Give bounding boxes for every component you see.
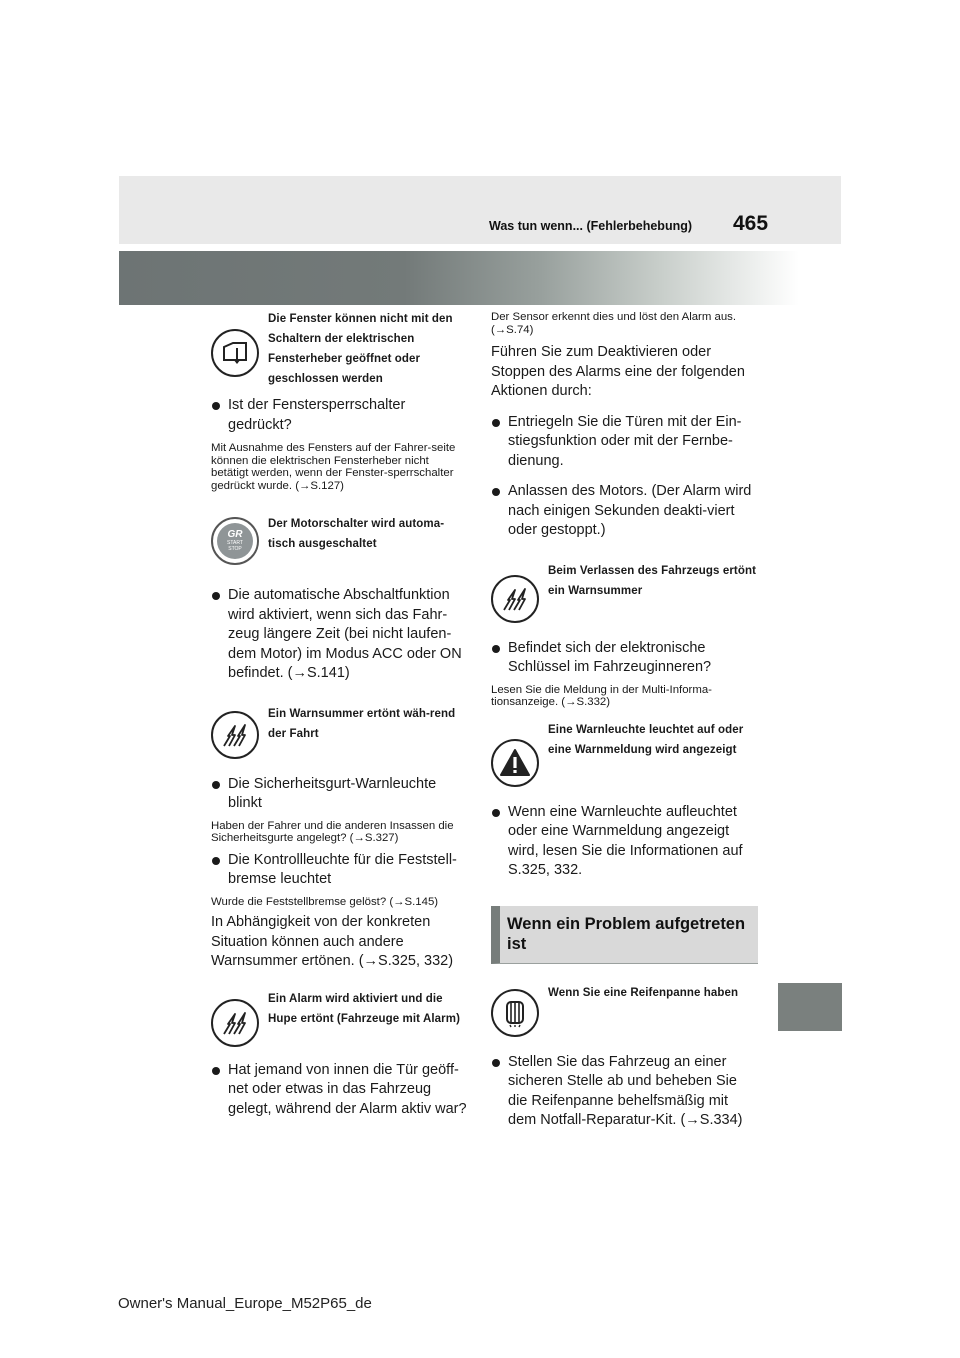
section-heading: Wenn ein Problem aufgetreten ist [491, 906, 758, 964]
caution-engine-switch [211, 512, 469, 565]
note-text: Mit Ausnahme des Fensters auf der Fahrer-seite können die elektrischen Fensterheber nicht betätigt werden, wenn der Fenster-sperrschalter gedrückt wurde. (→S.127) [211, 442, 456, 492]
body-text: In Abhängigkeit von der konkreten Situation können auch andere Warnsummer ertönen. (→S.325, 332) [211, 914, 454, 969]
buzzer-icon [211, 711, 259, 759]
page-number: 465 [733, 212, 769, 235]
bullet-item: Stellen Sie das Fahrzeug an einer sicheren Stelle ab und beheben Sie die Reifenpanne behelfsmäßig mit dem Notfall-Reparatur-Kit. (→S.334) [491, 1053, 757, 1131]
header-gradient-bar [119, 251, 799, 305]
caution-leaving-vehicle [491, 561, 757, 623]
start-label: START [227, 540, 243, 546]
start-stop-button-icon: GR START STOP [211, 517, 259, 565]
caution-buzzer-driving [211, 704, 469, 759]
chapter-title: Was tun wenn... (Fehlerbehebung) [489, 219, 693, 233]
right-column [491, 305, 757, 1131]
note-text: Der Sensor erkennt dies und löst den Alarm aus. (→S.74) [491, 311, 737, 336]
left-column [211, 305, 469, 1119]
caution-text: Die Fenster können nicht mit den Schaltern der elektrischen Fensterheber geöffnet oder geschlossen werden [268, 313, 453, 385]
flat-tire-icon [491, 989, 539, 1037]
buzzer-icon [491, 575, 539, 623]
caution-warning-light [491, 720, 757, 787]
bullet-item: Befindet sich der elektronische Schlüssel im Fahrzeuginneren? [491, 639, 757, 678]
bullet-item: Anlassen des Motors. (Der Alarm wird nach einigen Sekunden deakti-viert oder gestoppt.) [491, 482, 757, 541]
bullet-item: Wenn eine Warnleuchte aufleuchtet oder eine Warnmeldung angezeigt wird, lesen Sie die Informationen auf S.325, 332. [491, 803, 757, 881]
note-text: Wurde die Feststellbremse gelöst? (→S.145) [211, 895, 439, 908]
bullet-item: Ist der Fenstersperrschalter gedrückt? [211, 396, 469, 435]
bullet-item: Entriegeln Sie die Türen mit der Ein-stiegsfunktion oder mit der Fernbe-dienung. [491, 413, 757, 472]
caution-text: Eine Warnleuchte leuchtet auf oder eine Warnmeldung wird angezeigt [548, 723, 744, 756]
note-text: Lesen Sie die Meldung in der Multi-Informa-tionsanzeige. (→S.332) [491, 683, 712, 708]
window-lock-icon [211, 329, 259, 377]
note-text: Haben der Fahrer und die anderen Insassen die Sicherheitsgurte angelegt? (→S.327) [211, 819, 454, 844]
caution-text: Wenn Sie eine Reifenpanne haben [548, 986, 739, 999]
chapter-tab [778, 983, 842, 1031]
warning-exclamation-icon [491, 739, 539, 787]
buzzer-icon [211, 999, 259, 1047]
bullet-item: Die Kontrollleuchte für die Feststell-bremse leuchtet [211, 851, 469, 890]
bullet-item: Die automatische Abschaltfunktion wird aktiviert, wenn sich das Fahr-zeug längere Zeit (bei nicht laufen-dem Motor) im Modus ACC oder ON befindet. (→S.141) [211, 586, 469, 684]
caution-text: Beim Verlassen des Fahrzeugs ertönt ein Warnsummer [548, 564, 757, 597]
bullet-item: Die Sicherheitsgurt-Warnleuchte blinkt [211, 775, 469, 814]
bullet-item: Hat jemand von innen die Tür geöff-net oder etwas in das Fahrzeug gelegt, während der Alarm aktiv war? [211, 1061, 469, 1120]
body-text: Führen Sie zum Deaktivieren oder Stoppen des Alarms eine der folgenden Aktionen durch: [491, 344, 745, 399]
caution-flat-tire [491, 983, 757, 1037]
caution-text: Der Motorschalter wird automa-tisch ausgeschaltet [268, 518, 445, 550]
stop-label: STOP [228, 546, 242, 552]
footer-text: Owner's Manual_Europe_M52P65_de [118, 1295, 372, 1312]
caution-alarm [211, 989, 469, 1047]
caution-window-switch [211, 309, 469, 389]
caution-text: Ein Alarm wird aktiviert und die Hupe ertönt (Fahrzeuge mit Alarm) [268, 992, 460, 1025]
caution-text: Ein Warnsummer ertönt wäh-rend der Fahrt [268, 707, 456, 740]
